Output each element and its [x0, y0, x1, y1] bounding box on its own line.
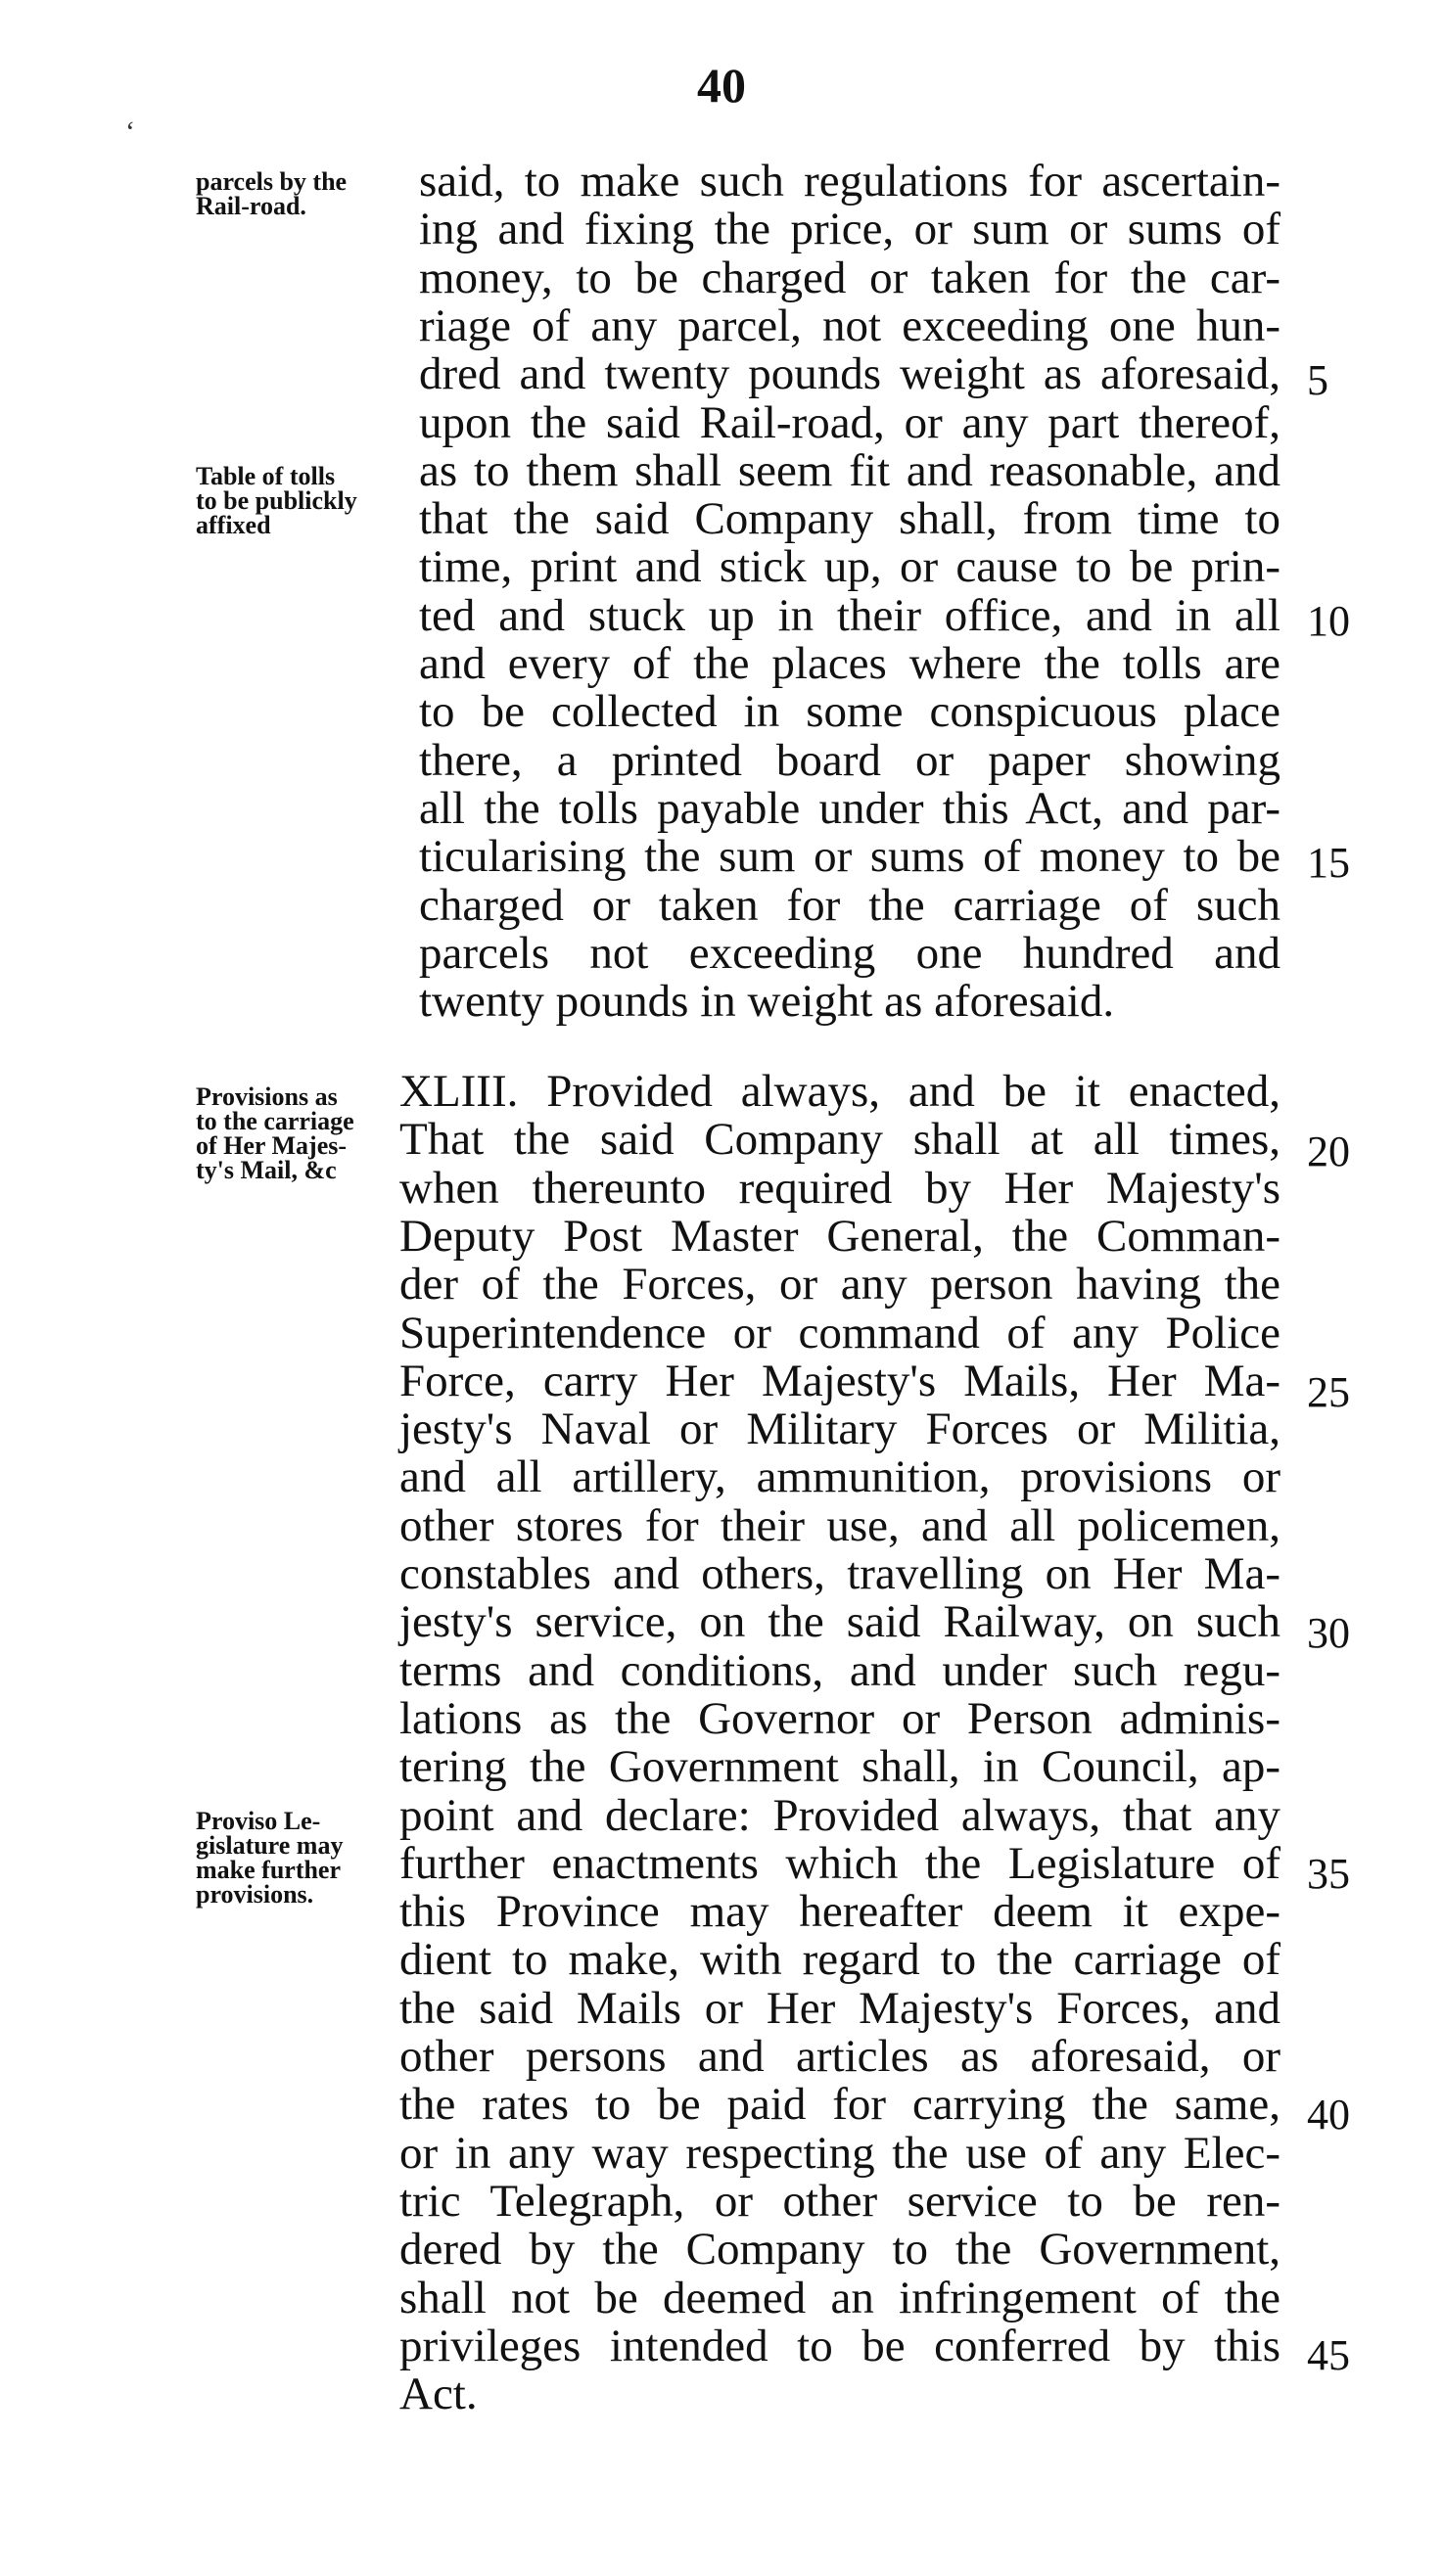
text-line: time, print and stick up, or cause to be prin-	[419, 541, 1280, 593]
text-line: constables and others, travelling on Her Ma-	[399, 1548, 1280, 1599]
text-line: charged or taken for the carriage of such	[419, 879, 1280, 931]
text-line: there, a printed board or paper showing	[419, 734, 1280, 786]
line-number: 30	[1307, 1609, 1350, 1657]
marginal-note-line: of Her Majes-	[196, 1131, 348, 1160]
marginal-note-line: affixed	[196, 511, 271, 539]
text-line: parcels not exceeding one hundred and	[419, 927, 1280, 979]
text-line: dred and twenty pounds weight as aforesaid,	[419, 348, 1280, 400]
line-number: 35	[1307, 1850, 1350, 1898]
line-number: 25	[1307, 1368, 1350, 1416]
text-line: lations as the Governor or Person adminis-	[399, 1692, 1280, 1744]
text-line: other stores for their use, and all policemen,	[399, 1499, 1280, 1551]
text-line: jesty's Naval or Military Forces or Militia,	[399, 1403, 1280, 1455]
marginal-note-line: Provisions as	[196, 1082, 338, 1111]
text-line: dered by the Company to the Government,	[399, 2224, 1280, 2276]
marginal-note-line: to be publickly	[196, 486, 357, 515]
text-line: riage of any parcel, not exceeding one hun-	[419, 299, 1280, 351]
line-number: 15	[1307, 839, 1350, 887]
marginal-note-line: to the carriage	[196, 1107, 354, 1135]
line-number: 10	[1307, 597, 1350, 645]
text-line: and all artillery, ammunition, provisions or	[399, 1451, 1280, 1503]
marginal-note-line: gislature may	[196, 1831, 344, 1860]
text-line: ing and fixing the price, or sum or sums of	[419, 204, 1280, 255]
text-line: Act.	[399, 2369, 478, 2420]
text-line: other persons and articles as aforesaid, or	[399, 2031, 1280, 2082]
page-number: 40	[697, 58, 746, 113]
text-line: der of the Forces, or any person having the	[399, 1259, 1280, 1311]
margin-mark: ‘	[125, 115, 135, 148]
text-line: to be collected in some conspicuous place	[419, 686, 1280, 738]
text-line: point and declare: Provided always, that any	[399, 1789, 1280, 1841]
marginal-note-provisions-mail	[196, 1084, 409, 1182]
marginal-note-line: Rail-road.	[196, 192, 306, 220]
marginal-note-line: Table of tolls	[196, 462, 336, 490]
text-line: Superintendence or command of any Police	[399, 1307, 1280, 1358]
text-line: ticularising the sum or sums of money to be	[419, 831, 1280, 883]
text-line: as to them shall seem fit and reasonable, and	[419, 444, 1280, 496]
marginal-note-parcels	[196, 169, 409, 218]
line-number: 5	[1307, 356, 1328, 404]
text-line: and every of the places where the tolls are	[419, 638, 1280, 689]
text-line: that the said Company shall, from time to	[419, 493, 1280, 545]
text-line: tering the Government shall, in Council, ap-	[399, 1741, 1280, 1793]
line-number: 40	[1307, 2091, 1350, 2139]
text-line: the rates to be paid for carrying the same,	[399, 2079, 1280, 2131]
text-line: Force, carry Her Majesty's Mails, Her Ma-	[399, 1355, 1280, 1406]
marginal-note-table-of-tolls	[196, 464, 409, 537]
text-line: all the tolls payable under this Act, and par-	[419, 782, 1280, 834]
marginal-note-line: Proviso Le-	[196, 1807, 321, 1835]
text-line: shall not be deemed an infringement of the	[399, 2272, 1280, 2323]
text-line: when thereunto required by Her Majesty's	[399, 1162, 1280, 1214]
text-line: upon the said Rail-road, or any part thereof,	[419, 396, 1280, 448]
text-line: XLIII. Provided always, and be it enacted,	[399, 1066, 1280, 1117]
text-line: terms and conditions, and under such regu-	[399, 1644, 1280, 1696]
marginal-note-line: ty's Mail, &c	[196, 1156, 337, 1184]
marginal-note-line: provisions.	[196, 1880, 314, 1909]
text-line: tric Telegraph, or other service to be ren-	[399, 2175, 1280, 2227]
line-number: 20	[1307, 1127, 1350, 1175]
marginal-note-line: make further	[196, 1856, 342, 1884]
text-line: money, to be charged or taken for the car-	[419, 252, 1280, 303]
text-line: dient to make, with regard to the carriage of	[399, 1934, 1280, 1986]
text-line: privileges intended to be conferred by this	[399, 2320, 1280, 2371]
line-number: 45	[1307, 2331, 1350, 2379]
text-line: further enactments which the Legislature of	[399, 1837, 1280, 1889]
text-line: ted and stuck up in their office, and in all	[419, 589, 1280, 641]
text-line: said, to make such regulations for ascertain-	[419, 156, 1280, 207]
text-line: the said Mails or Her Majesty's Forces, and	[399, 1982, 1280, 2034]
text-line: Deputy Post Master General, the Comman-	[399, 1210, 1280, 1262]
marginal-note-line: parcels by the	[196, 167, 348, 196]
marginal-note-proviso-legislature	[196, 1809, 409, 1907]
text-line: twenty pounds in weight as aforesaid.	[419, 976, 1115, 1028]
text-line: this Province may hereafter deem it expe-	[399, 1886, 1280, 1938]
text-line: jesty's service, on the said Railway, on such	[399, 1596, 1280, 1648]
text-line: or in any way respecting the use of any Elec-	[399, 2127, 1280, 2179]
text-line: That the said Company shall at all times,	[399, 1114, 1280, 1166]
